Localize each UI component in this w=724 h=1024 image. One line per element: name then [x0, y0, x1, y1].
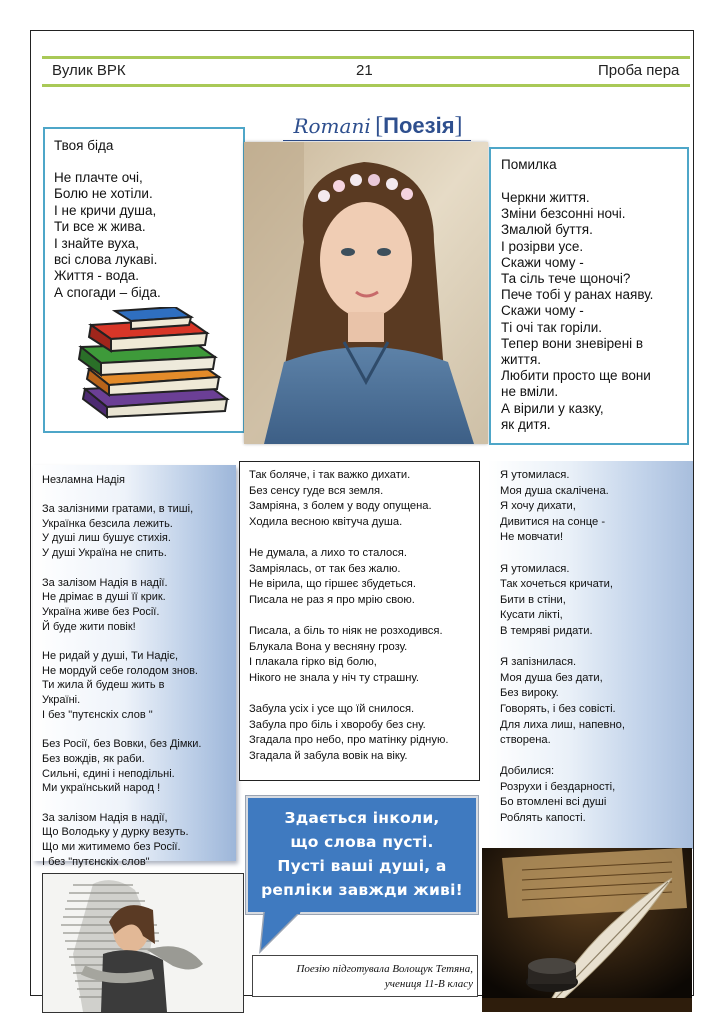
poem-title-pomylka: Помилка — [501, 157, 557, 172]
frame-top — [30, 30, 694, 31]
header-right: Проба пера — [598, 62, 680, 79]
poem-title-bida: Твоя біда — [54, 138, 114, 153]
poem-box-nadiia — [33, 465, 236, 868]
title-word: Поезія — [383, 113, 455, 138]
poem-text-middle: Так боляче, і так важко дихати. Без сенсу гуде вся земля. Замріяна, з болем у воду опущена. Ходила весною квітуча душа. Не думала, а лихо то сталося. Замріялась, от так без жалю. Не вірила, що гіршеє збудеться. Писала не раз я про мрію свою. Писала, а біль то ніяк не розходився. Блукала Вона у весняну грозу. І плакала гірко від болю, Нікого не знала у ніч ту страшну. Забула усіх і усе що їй снилося. Забула про біль і хворобу без сну. Згадала про небо, про матінку рідную. Згадала й забула вовік на віку. — [249, 469, 449, 762]
title-underline — [283, 140, 471, 141]
poem-box-right — [488, 461, 693, 849]
poem-text-nadiia: За залізними гратами, в тиші, Українка безсила лежить. У душі лиш бушує стихія. У душі Україна не спить. За залізом Надія в надії. Не дрімає в душі її крик. Україна живе без Росії. Й буде жити повік! Не ридай у душі, Ти Надіє, Не мордуй себе голодом знов. Ти жила й будеш жить в Україні. І без "путєнскіх слов " Без Росії, без Вовки, без Дімки. Без вождів, як раби. Сильні, єдині і неподільні. Ми український народ ! За залізом Надія в надії, Що Володьку у дурку везуть. Що ми житимемо без Росії. І без "путєнскіх слов" — [42, 503, 202, 868]
hug-image — [43, 874, 243, 1012]
bubble-tail-icon — [256, 912, 304, 956]
quote-bubble — [246, 796, 478, 914]
poem-text-bida: Не плачте очі, Болю не хотіли. І не кричи душа, Ти все ж жива. І знайте вуха, всі слова лукаві. Життя - вода. А спогади – біда. — [54, 170, 161, 300]
photo-girl-portrait — [244, 142, 488, 444]
title-bracket-close: ] — [454, 113, 463, 139]
frame-right — [693, 30, 694, 996]
quill-image — [482, 848, 692, 1012]
photo-quill-ink — [482, 848, 692, 1012]
poem-box-middle — [239, 461, 480, 781]
frame-left — [30, 30, 31, 996]
credit-line-1: Поезію підготувала Волощук Тетяна, — [296, 963, 473, 975]
quote-text: Здається інколи, що слова пусті. Пусті ваші душі, а репліки завжди живі! — [261, 809, 463, 899]
poem-box-pomylka — [489, 147, 689, 445]
header-rule-top — [42, 56, 690, 59]
poem-text-right: Я утомилася. Моя душа скалічена. Я хочу дихати, Дивитися на сонце - Не мовчати! Я утомилася. Так хочеться кричати, Бити в стіни, Кусати лікті, В темряві ридати. Я запізнилася. Моя душа без дати, Без вироку. Говорять, і без совісті. Для лиха лиш, напевно, створена. Добилися: Розрухи і бездарності, Бо втомлені всі душі Роблять капості. — [500, 469, 625, 825]
credit-line-2: учениця 11-В класу — [384, 978, 473, 990]
header-rule-bottom — [42, 84, 690, 87]
page-title — [278, 113, 478, 140]
books-icon — [67, 307, 233, 419]
portrait-image — [244, 142, 488, 444]
title-bracket-open: [ — [375, 113, 384, 139]
header-left: Вулик ВРК — [52, 62, 126, 79]
photo-hug-letters — [42, 873, 244, 1013]
credit-box — [252, 955, 478, 997]
poem-title-nadiia: Незламна Надія — [42, 474, 125, 486]
title-latin: Romani — [293, 114, 371, 138]
poem-text-pomylka: Черкни життя. Зміни безсонні ночі. Змалюй буття. І розірви усе. Скажи чому - Та сіль тече щоночі? Пече тобі у ранах наяву. Скажи чому - Ті очі так горіли. Тепер вони зневірені в життя. Любити просто ще вони не вміли. А вірили у казку, як дитя. — [501, 190, 654, 432]
poem-box-bida — [43, 127, 245, 433]
header-page-number: 21 — [356, 62, 373, 79]
